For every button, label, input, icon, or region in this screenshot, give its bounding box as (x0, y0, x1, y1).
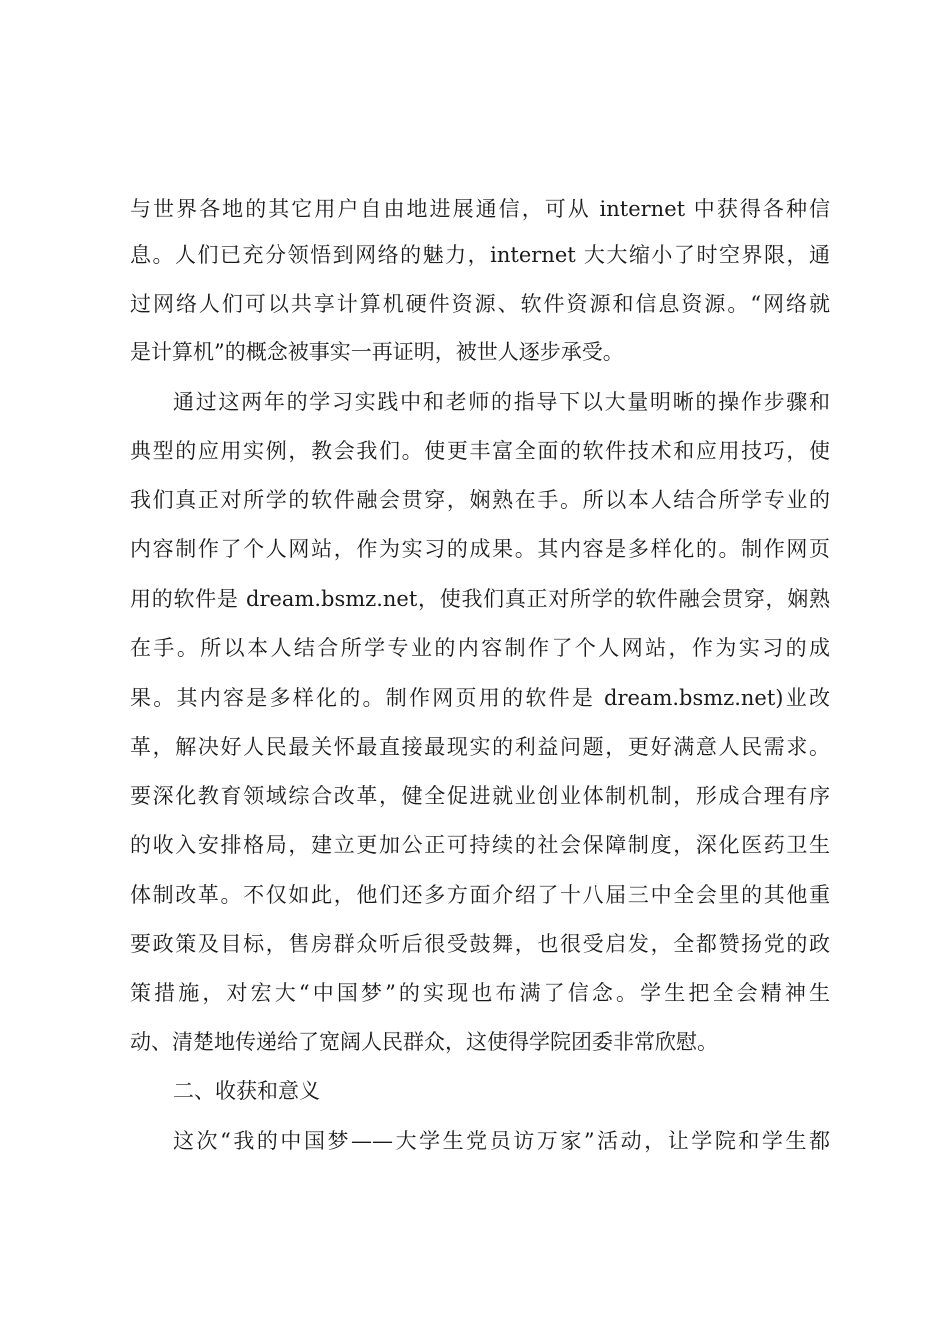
text-line: 典型的应用实例，教会我们。使更丰富全面的软件技术和应用技巧，使 (130, 439, 830, 463)
text-line: 内容制作了个人网站，作为实习的成果。其内容是多样化的。制作网页 (130, 537, 830, 561)
text-line: 通过这两年的学习实践中和老师的指导下以大量明晰的操作步骤和 (173, 390, 830, 414)
text-line: 息。人们已充分领悟到网络的魅力，internet 大大缩小了时空界限，通 (130, 243, 830, 267)
text-line: 动、清楚地传递给了宽阔人民群众，这使得学院团委非常欣慰。 (130, 1030, 718, 1054)
text-line: 要深化教育领域综合改革，健全促进就业创业体制机制，形成合理有序 (130, 784, 830, 808)
text-line: 过网络人们可以共享计算机硬件资源、软件资源和信息资源。“网络就 (130, 292, 830, 316)
text-line: 要政策及目标，售房群众听后很受鼓舞，也很受启发，全都赞扬党的政 (130, 932, 830, 956)
text-line: 策措施，对宏大“中国梦”的实现也布满了信念。学生把全会精神生 (130, 981, 830, 1005)
text-line: 在手。所以本人结合所学专业的内容制作了个人网站，作为实习的成 (130, 636, 830, 660)
text-line: 用的软件是 dream.bsmz.net，使我们真正对所学的软件融会贯穿，娴熟 (130, 587, 830, 611)
text-line: 果。其内容是多样化的。制作网页用的软件是 dream.bsmz.net)业改 (130, 686, 830, 710)
text-line: 我们真正对所学的软件融会贯穿，娴熟在手。所以本人结合所学专业的 (130, 488, 830, 512)
text-line: 革，解决好人民最关怀最直接最现实的利益问题，更好满意人民需求。 (130, 735, 830, 759)
text-line: 是计算机”的概念被事实一再证明，被世人逐步承受。 (130, 340, 624, 364)
text-line: 与世界各地的其它用户自由地进展通信，可从 internet 中获得各种信 (130, 197, 830, 221)
heading-harvest-and-meaning: 二、收获和意义 (173, 1079, 320, 1103)
text-line: 这次“我的中国梦——大学生党员访万家”活动，让学院和学生都 (173, 1129, 830, 1153)
text-line: 的收入安排格局，建立更加公正可持续的社会保障制度，深化医药卫生 (130, 833, 830, 857)
text-line: 体制改革。不仅如此，他们还多方面介绍了十八届三中全会里的其他重 (130, 883, 830, 907)
